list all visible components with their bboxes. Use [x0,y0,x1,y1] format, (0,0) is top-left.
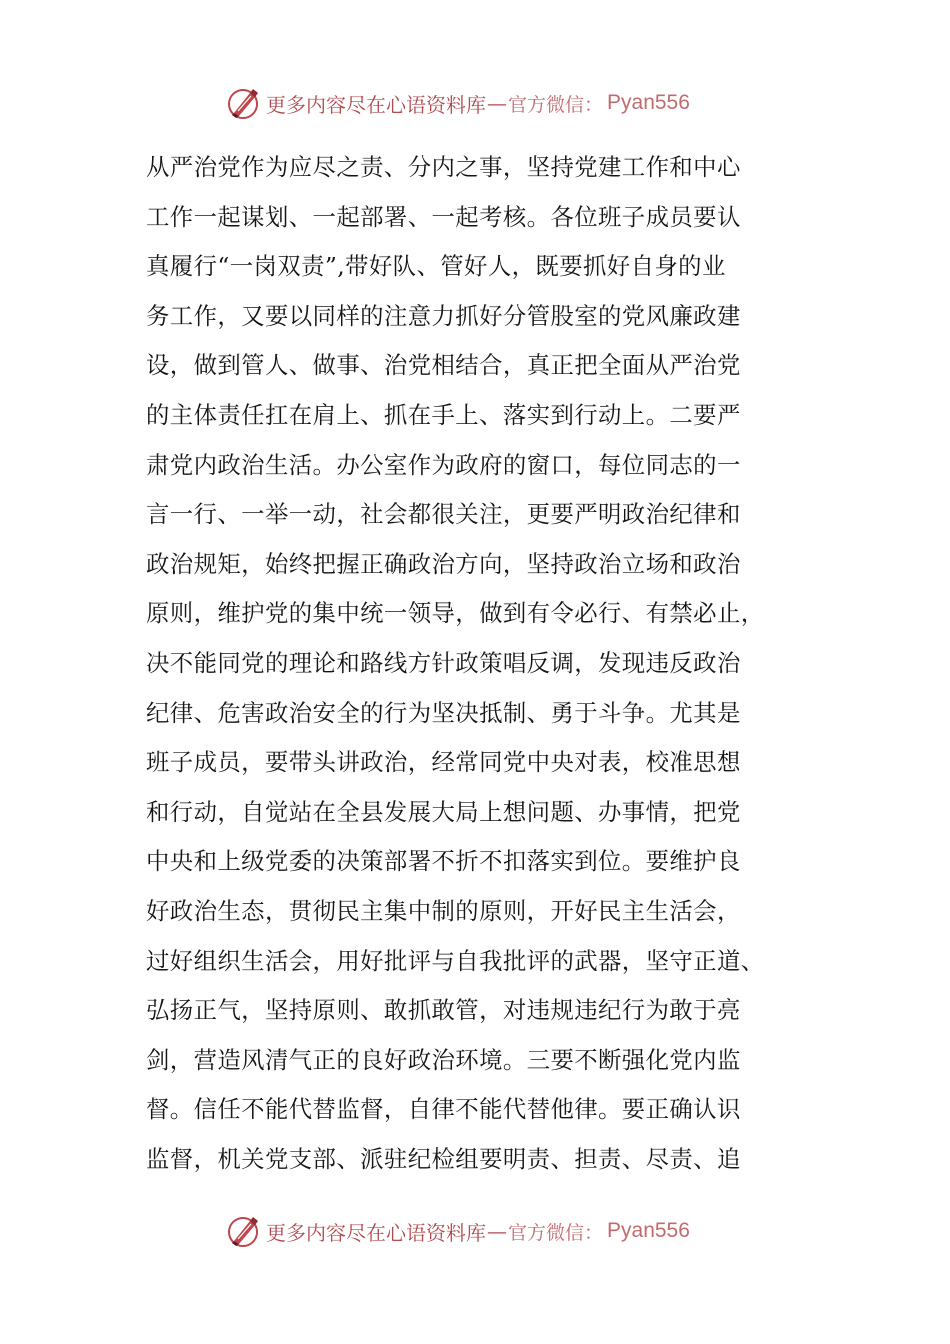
footer-watermark-banner [226,1211,746,1251]
body-line: 工作一起谋划、一起部署、一起考核。各位班子成员要认 [146,202,741,231]
header-slogan: 更多内容尽在心语资料库 [266,92,486,117]
footer-wechat-id: Pyan556 [607,1219,690,1242]
header-dash: — [487,91,507,115]
footer-slogan: 更多内容尽在心语资料库 [266,1220,486,1245]
body-line: 原则，维护党的集中统一领导，做到有令必行、有禁必止， [146,599,765,628]
body-line: 监督，机关党支部、派驻纪检组要明责、担责、尽责、追 [146,1144,741,1173]
body-paragraph [146,143,796,1184]
body-line: 设，做到管人、做事、治党相结合，真正把全面从严治党 [146,351,741,380]
body-line: 和行动，自觉站在全县发展大局上想问题、办事情，把党 [146,797,741,826]
body-line: 过好组织生活会，用好批评与自我批评的武器，坚守正道、 [146,946,765,975]
body-line: 的主体责任扛在肩上、抓在手上、落实到行动上。二要严 [146,400,741,429]
body-line: 剑，营造风清气正的良好政治环境。三要不断强化党内监 [146,1045,741,1074]
header-wechat-label: 官方微信： [508,93,604,116]
header-watermark-banner [226,83,746,123]
footer-wechat-label: 官方微信： [508,1221,604,1244]
body-line: 班子成员，要带头讲政治，经常同党中央对表，校准思想 [146,748,741,777]
body-line: 督。信任不能代替监督，自律不能代替他律。要正确认识 [146,1095,741,1124]
pen-nib-logo-icon [226,85,262,121]
body-line: 纪律、危害政治安全的行为坚决抵制、勇于斗争。尤其是 [146,698,741,727]
body-line: 中央和上级党委的决策部署不折不扣落实到位。要维护良 [146,847,741,876]
body-line: 真履行“一岗双责”,带好队、管好人，既要抓好自身的业 [146,252,726,281]
footer-dash: — [487,1219,507,1243]
body-line: 言一行、一举一动，社会都很关注，更要严明政治纪律和 [146,500,741,529]
body-line: 务工作，又要以同样的注意力抓好分管股室的党风廉政建 [146,301,741,330]
body-line: 从严治党作为应尽之责、分内之事，坚持党建工作和中心 [146,153,741,181]
body-line: 决不能同党的理论和路线方针政策唱反调，发现违反政治 [146,648,741,677]
body-line: 弘扬正气，坚持原则、敢抓敢管，对违规违纪行为敢于亮 [146,996,741,1025]
body-line: 肃党内政治生活。办公室作为政府的窗口，每位同志的一 [146,450,741,479]
body-line: 政治规矩，始终把握正确政治方向，坚持政治立场和政治 [146,549,741,578]
header-wechat-id: Pyan556 [607,91,690,114]
body-line: 好政治生态，贯彻民主集中制的原则，开好民主生活会， [146,896,741,925]
pen-nib-logo-icon [226,1213,262,1249]
